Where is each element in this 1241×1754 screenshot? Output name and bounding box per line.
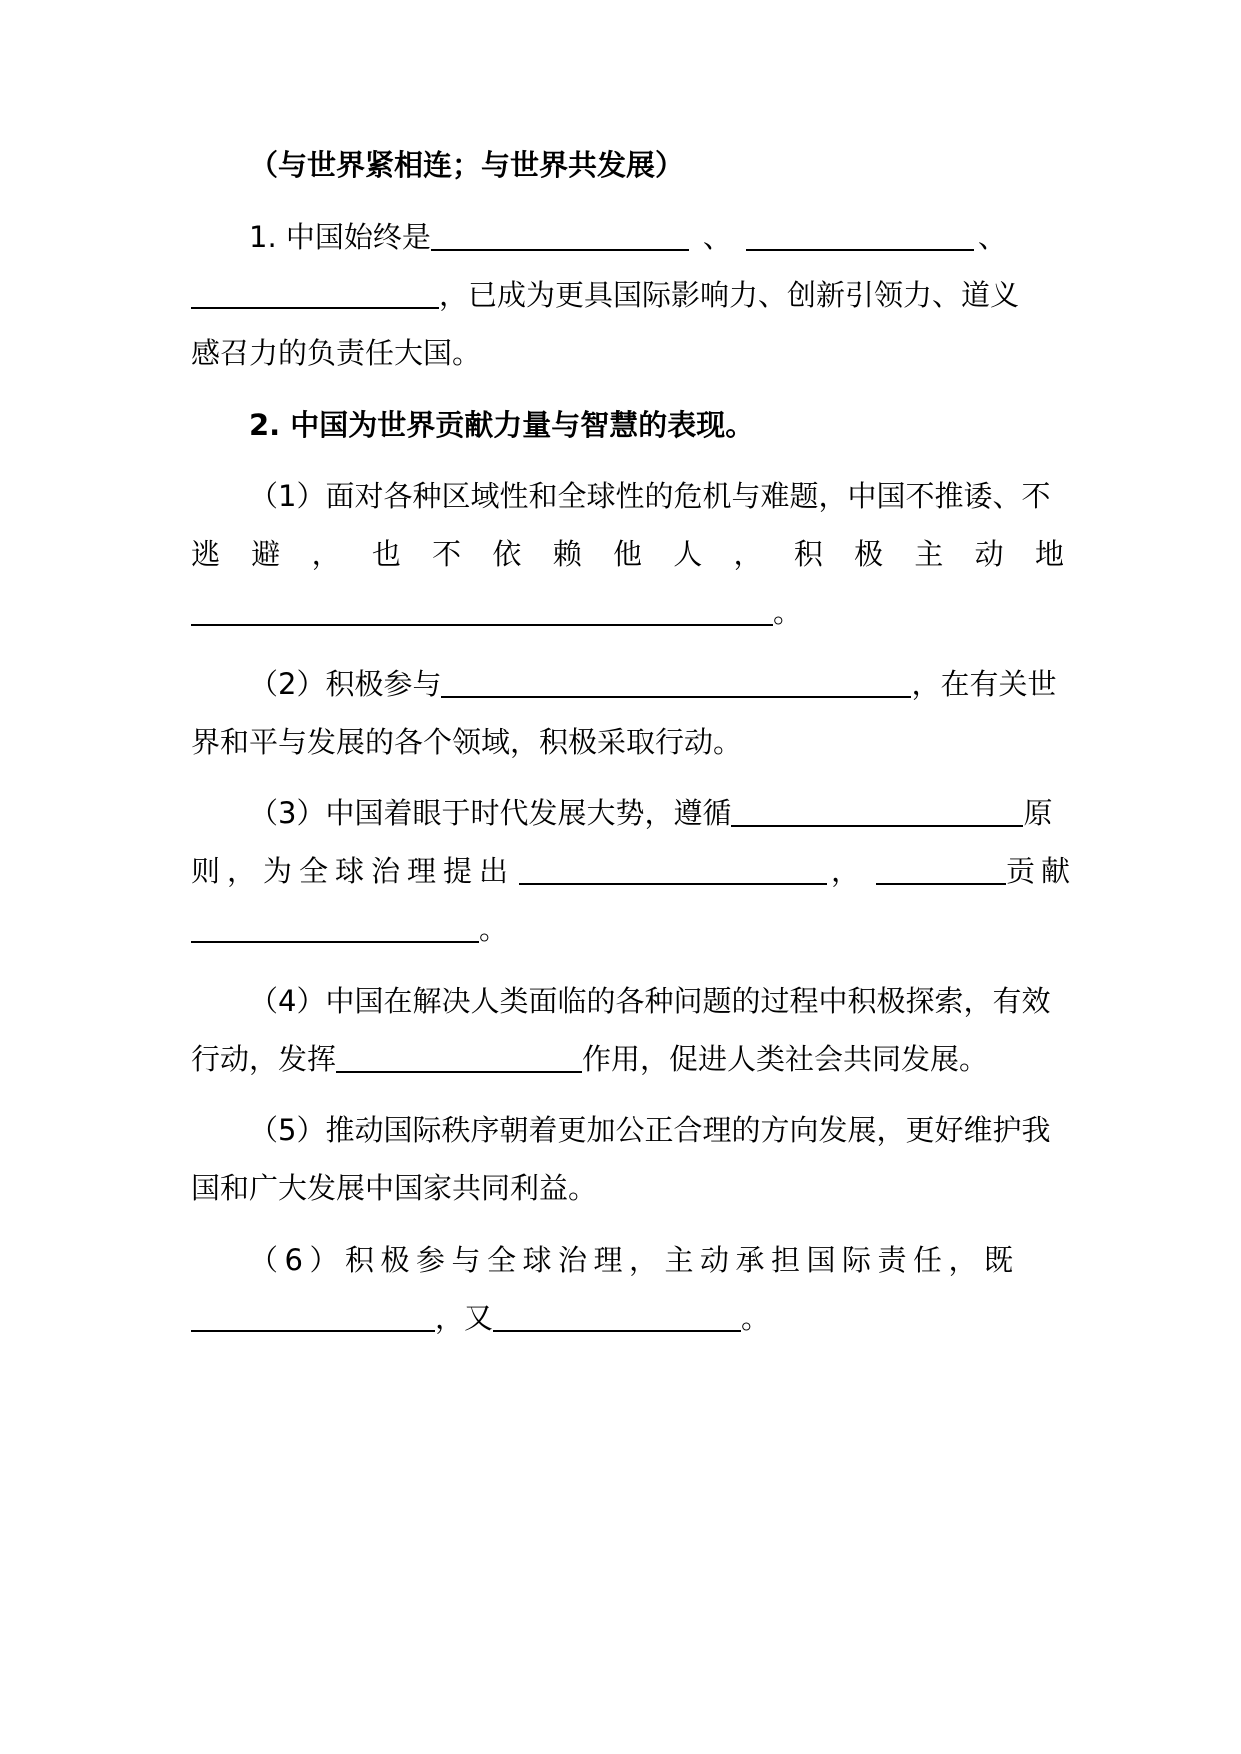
q2-p1-char: 避 [251,537,281,571]
q2-p4-line-1: （4）中国在解决人类面临的各种问题的过程中积极探索，有效 [249,984,1051,1018]
q2-p1-char: 主 [914,537,944,571]
q1-blank-3[interactable] [191,275,439,309]
q1-blank-1[interactable] [431,217,689,251]
q2-p3-end: 。 [479,912,509,946]
q2-p1-char: 不 [432,537,462,571]
q2-p2-prefix: （2）积极参与 [249,667,442,701]
q2-p5-line-2: 国和广大发展中国家共同利益。 [191,1171,598,1205]
q2-p1-char: 赖 [552,537,582,571]
q2-p3-suffix: 原 [1023,796,1053,830]
q2-p2-suffix: ，在有关世 [911,667,1057,701]
q2-p6-blank-2[interactable] [493,1298,741,1332]
q2-p1-char: 他 [612,537,642,571]
q2-title: 2. 中国为世界贡献力量与智慧的表现。 [249,408,755,442]
q2-p1-char: ， [311,537,341,571]
q2-p5-line-1: （5）推动国际秩序朝着更加公正合理的方向发展，更好维护我 [249,1113,1051,1147]
q2-p6-line-1: （6）积极参与全球治理，主动承担国际责任，既 [249,1243,1020,1277]
q2-p4-line-2 [191,1039,1064,1079]
q1-line-2-text: ，已成为更具国际影响力、创新引领力、道义 [439,278,1020,312]
q2-p6-blank-1[interactable] [191,1298,435,1332]
q2-p2-blank[interactable] [441,664,911,698]
q2-p1-char: 积 [793,537,823,571]
q1-line-2 [191,275,1064,315]
q1-separator-2: 、 [977,220,1007,254]
q2-p3-blank-3[interactable] [876,851,1006,885]
q2-p1-line-2 [191,534,1064,574]
q1-blank-2[interactable] [746,217,974,251]
q2-p6-mid: ，又 [435,1301,494,1335]
q1-line-1 [191,217,1064,257]
q2-p3-blank-1[interactable] [731,793,1023,827]
q2-p3-line-2-a: 则，为全球治理提出 [191,854,516,888]
q2-p2-line-1 [191,664,1064,704]
q2-p3-line-2 [191,851,1077,891]
q2-p1-end: 。 [773,595,803,629]
q2-p4-suffix: 作用，促进人类社会共同发展。 [582,1042,989,1076]
q2-p6-end: 。 [741,1301,771,1335]
q2-p3-line-3 [191,909,1064,949]
q2-p3-line-1 [191,793,1064,833]
q2-p1-line-3 [191,592,1064,632]
q2-p2-line-2: 界和平与发展的各个领域，积极采取行动。 [191,725,743,759]
q2-p6-line-2 [191,1298,1064,1338]
q2-p1-char: 极 [854,537,884,571]
q2-p3-prefix: （3）中国着眼于时代发展大势，遵循 [249,796,732,830]
section-heading: （与世界紧相连；与世界共发展） [249,148,685,182]
q2-p1-char: 也 [371,537,401,571]
q2-p3-blank-2[interactable] [519,851,827,885]
q2-p3-line-2-b: ， [831,854,861,888]
q2-p1-char: 依 [492,537,522,571]
q2-p1-char: 逃 [191,537,221,571]
q2-p1-char: 人 [673,537,703,571]
q2-p3-blank-4[interactable] [191,909,479,943]
q1-prefix: 1. 中国始终是 [249,220,431,254]
q2-p1-char: 地 [1034,537,1064,571]
q2-p1-blank[interactable] [191,592,773,626]
q2-p1-line-1: （1）面对各种区域性和全球性的危机与难题，中国不推诿、不 [249,479,1051,513]
q2-p3-line-2-c: 贡献 [1006,854,1077,888]
q1-separator-1: 、 [702,220,732,254]
q2-p4-blank[interactable] [336,1039,582,1073]
q2-p1-char: ， [733,537,763,571]
q2-p1-char: 动 [974,537,1004,571]
q2-p4-prefix: 行动，发挥 [191,1042,337,1076]
q1-line-3: 感召力的负责任大国。 [191,336,482,370]
